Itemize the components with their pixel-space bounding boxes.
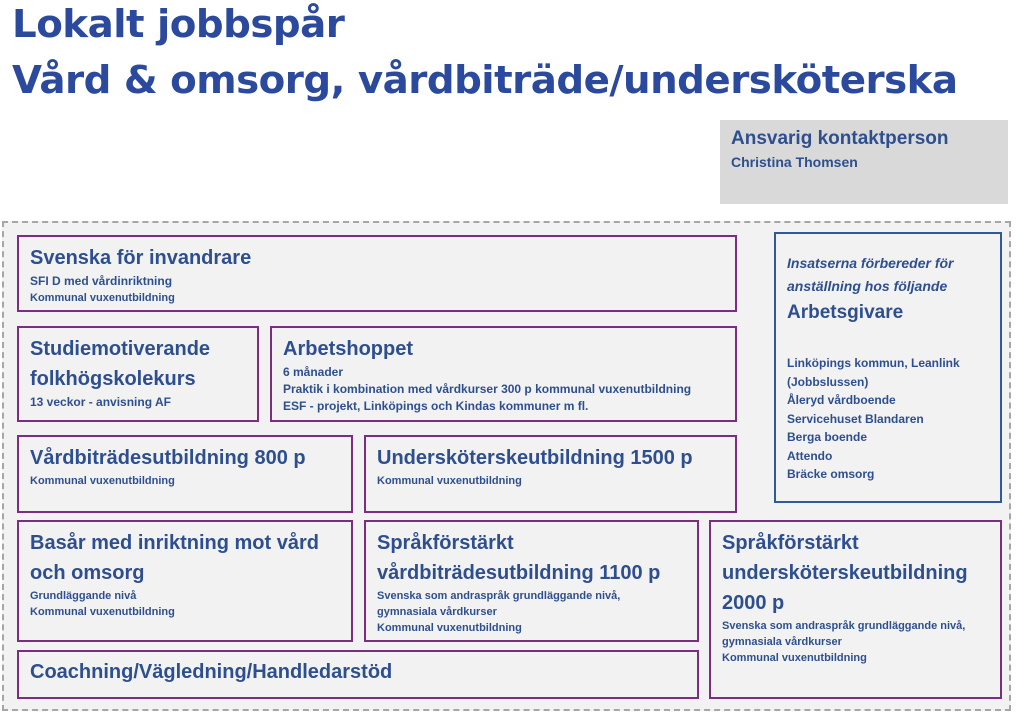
- card-sprak-underskoterska-line-3: Kommunal vuxenutbildning: [722, 652, 867, 664]
- employer-item: Attendo: [787, 448, 833, 463]
- page-title-line-2: Vård & omsorg, vårdbiträde/undersköterska: [12, 58, 958, 102]
- employers-intro-2: anställning hos följande: [787, 278, 948, 294]
- card-sfi-title: Svenska för invandrare: [30, 247, 252, 269]
- card-arbetshoppet-title: Arbetshoppet: [283, 338, 413, 360]
- card-sprak-vardbitrade-line-1: Svenska som andraspråk grundläggande nivå,: [377, 590, 621, 602]
- card-coachning-title: Coachning/Vägledning/Handledarstöd: [30, 661, 393, 683]
- card-vardbitrade: [17, 435, 353, 513]
- contact-box: [720, 120, 1008, 204]
- card-sprak-vardbitrade: [364, 520, 699, 642]
- card-coachning: [17, 650, 699, 699]
- card-underskoterska-title: Undersköterskeutbildning 1500 p: [377, 447, 693, 469]
- card-vardbitrade-title: Vårdbiträdesutbildning 800 p: [30, 447, 306, 469]
- card-sfi: [17, 235, 737, 312]
- card-arbetshoppet: [270, 326, 737, 422]
- contact-name: Christina Thomsen: [731, 154, 858, 170]
- card-basar-title-1: Basår med inriktning mot vård: [30, 532, 319, 554]
- card-folkhogskola-title-2: folkhögskolekurs: [30, 368, 196, 390]
- card-sprak-underskoterska-line-1: Svenska som andraspråk grundläggande nivå,: [722, 620, 966, 632]
- card-vardbitrade-line-1: Kommunal vuxenutbildning: [30, 475, 175, 487]
- card-underskoterska: [364, 435, 737, 513]
- card-arbetshoppet-line-3: ESF - projekt, Linköpings och Kindas kommuner m fl.: [283, 399, 589, 413]
- card-sprak-vardbitrade-line-3: Kommunal vuxenutbildning: [377, 622, 522, 634]
- employer-item: Linköpings kommun, Leanlink: [787, 356, 960, 370]
- page-title-line-1: Lokalt jobbspår: [12, 2, 345, 46]
- contact-label: Ansvarig kontaktperson: [731, 128, 949, 149]
- card-basar-line-1: Grundläggande nivå: [30, 590, 137, 602]
- card-sfi-line-1: SFI D med vårdinriktning: [30, 274, 173, 288]
- employers-heading: Arbetsgivare: [787, 302, 904, 323]
- card-basar-line-2: Kommunal vuxenutbildning: [30, 606, 175, 618]
- card-sprak-underskoterska-title-3: 2000 p: [722, 592, 785, 614]
- employer-item: Servicehuset Blandaren: [787, 411, 924, 426]
- employer-item: (Jobbslussen): [787, 374, 869, 389]
- card-sfi-line-2: Kommunal vuxenutbildning: [30, 292, 175, 304]
- card-sprak-underskoterska-title-1: Språkförstärkt: [722, 532, 859, 554]
- card-folkhogskola-title-1: Studiemotiverande: [30, 338, 211, 360]
- employers-box: [774, 232, 1002, 503]
- card-folkhogskola-line-1: 13 veckor - anvisning AF: [30, 395, 171, 409]
- employers-list: [787, 354, 989, 484]
- card-sprak-underskoterska-title-2: undersköterskeutbildning: [722, 562, 968, 584]
- card-folkhogskola: [17, 326, 259, 422]
- card-sprak-underskoterska-line-2: gymnasiala vårdkurser: [722, 636, 842, 648]
- employer-item: Berga boende: [787, 430, 868, 444]
- card-basar: [17, 520, 353, 642]
- card-sprak-underskoterska: [709, 520, 1002, 699]
- card-basar-title-2: och omsorg: [30, 562, 145, 584]
- card-underskoterska-line-1: Kommunal vuxenutbildning: [377, 475, 522, 487]
- employers-intro-1: Insatserna förbereder för: [787, 255, 954, 271]
- card-sprak-vardbitrade-title-1: Språkförstärkt: [377, 532, 514, 554]
- card-arbetshoppet-line-2: Praktik i kombination med vårdkurser 300 p kommunal vuxenutbildning: [283, 382, 692, 396]
- employer-item: Bräcke omsorg: [787, 467, 875, 481]
- card-sprak-vardbitrade-line-2: gymnasiala vårdkurser: [377, 606, 497, 618]
- card-sprak-vardbitrade-title-2: vårdbiträdesutbildning 1100 p: [377, 562, 661, 584]
- card-arbetshoppet-line-1: 6 månader: [283, 365, 344, 379]
- employer-item: Åleryd vårdboende: [787, 393, 896, 407]
